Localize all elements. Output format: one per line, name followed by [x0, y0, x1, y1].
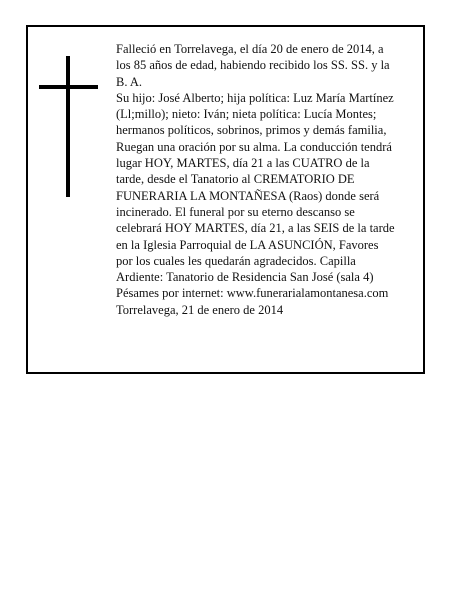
obituary-notice [26, 25, 425, 374]
text-line: Pésames por internet: www.funerarialamontanesa.com [116, 286, 389, 301]
text-line: Ardiente: Tanatorio de Residencia San José (sala 4) [116, 270, 374, 285]
cross-vertical-bar [66, 56, 70, 197]
text-line: tarde, desde el Tanatorio al CREMATORIO DE [116, 172, 355, 187]
text-line: Ruegan una oración por su alma. La conducción tendrá [116, 139, 392, 154]
cross-horizontal-bar [39, 85, 98, 89]
text-line: Torrelavega, 21 de enero de 2014 [116, 302, 284, 317]
text-line: los 85 años de edad, habiendo recibido los SS. SS. y la [116, 58, 390, 73]
text-line: Falleció en Torrelavega, el día 20 de enero de 2014, a [116, 42, 384, 56]
text-line: hermanos políticos, sobrinos, primos y demás familia, [116, 123, 387, 138]
text-line: B. A. [116, 74, 143, 89]
text-line: incinerado. El funeral por su eterno descanso se [116, 204, 355, 219]
text-line: en la Iglesia Parroquial de LA ASUNCIÓN, Favores [116, 237, 379, 252]
text-line: lugar HOY, MARTES, día 21 a las CUATRO de la [116, 156, 370, 171]
text-line: por los cuales les quedarán agradecidos. Capilla [116, 253, 356, 268]
text-line: Su hijo: José Alberto; hija política: Luz María Martínez [116, 90, 394, 105]
text-line: FUNERARIA LA MONTAÑESA (Raos) donde será [116, 188, 380, 203]
text-line: celebrará HOY MARTES, día 21, a las SEIS de la tarde [116, 221, 395, 236]
text-line: (Ll;millo); nieto: Iván; nieta política: Lucía Montes; [116, 107, 377, 122]
obituary-text [116, 41, 416, 318]
